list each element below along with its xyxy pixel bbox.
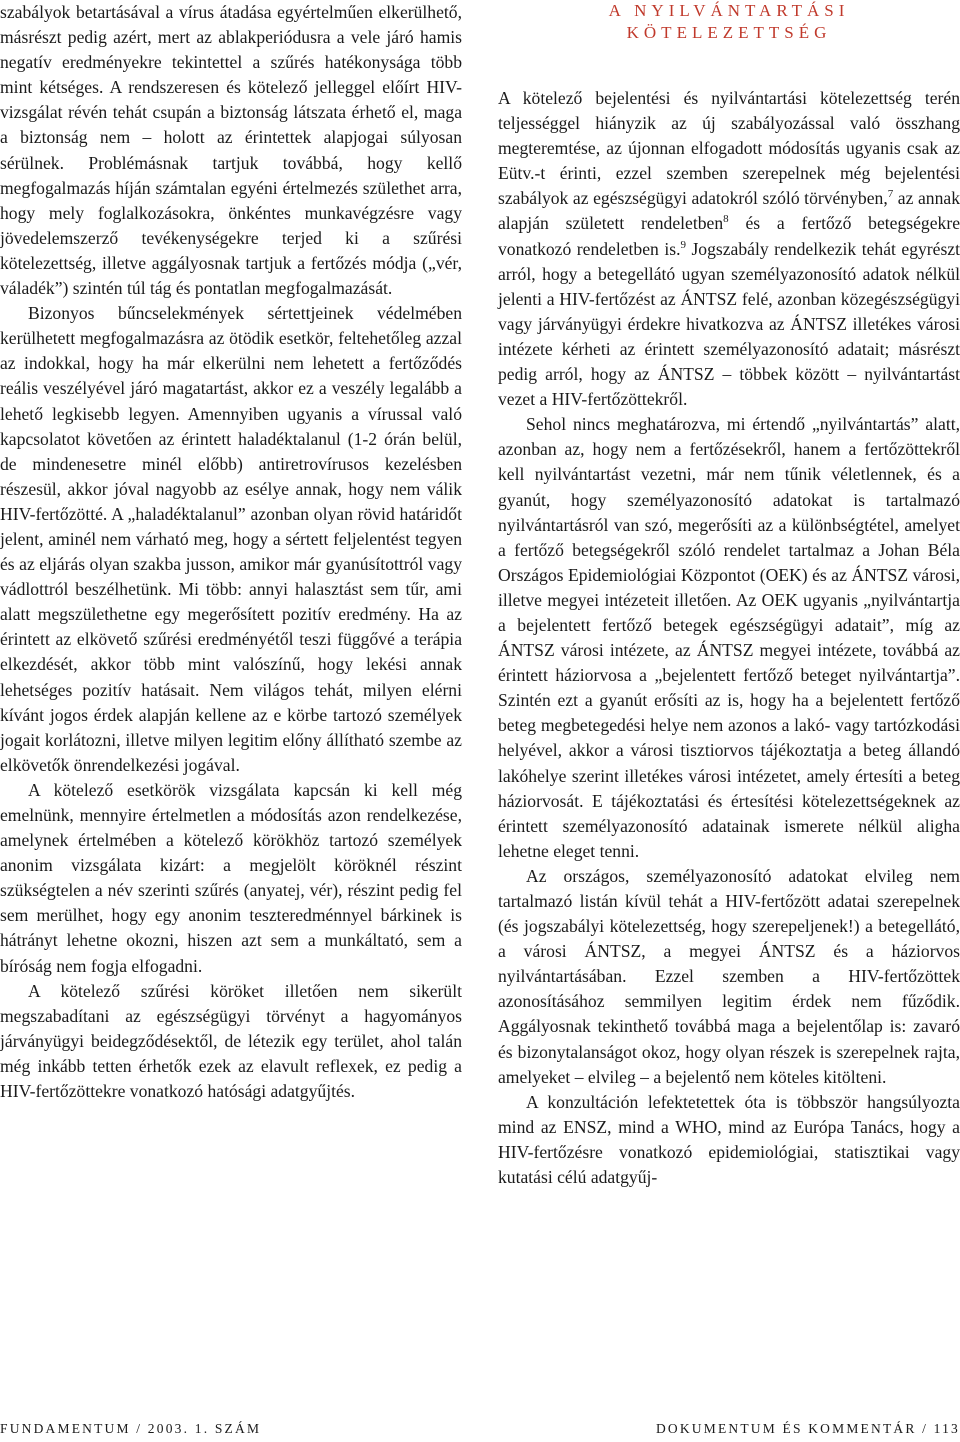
body-paragraph: Az országos, személyazonosító adatokat elvileg nem tartalmazó listán kívül tehát a HIV-fertőzött adatai szerepelnek (és jogszabályi kötelezettség, hogy szerepeljenek!) a betegellátó, a városi ÁNTSZ, a megyei ÁNTSZ és a háziorvos nyilvántartásában. Ezzel szemben a HIV-fertőzöttek azonosításához semmilyen legitim érdek nem fűződik. Aggályosnak tekinthető továbbá maga a bejelentőlap is: zavaró és bizonytalanságot okoz, hogy olyan részek is szerepelnek rajta, amelyeket – elvileg – a bejelentő nem köteles kitölteni.	[498, 865, 960, 1087]
footnote-ref[interactable]: 7	[887, 188, 894, 201]
section-title-line: KÖTELEZETTSÉG	[626, 23, 832, 42]
footnote-ref[interactable]: 9	[680, 238, 686, 251]
body-paragraph: Bizonyos bűncselekmények sértettjeinek védelmében kerülhetett megfogalmazásra az ötödik esetkör, feltehetőleg azzal az indokkal, hogy ha már elkerülni nem lehetett a fertőződés reális veszélyével járó magatartást, akkor ez a veszély legalább a lehető legkisebb legyen. Amennyiben ugyanis a vírussal való kapcsolatot követően az érintett haladéktalanul (1-2 órán belül, de mindenesetre minél előbb) antiretrovírusos kezelésben részesül, akkor jóval nagyobb az esélye annak, hogy nem válik HIV-fertőzötté. A „haladéktalanul” azonban olyan rövid határidőt jelent, aminél nem várható meg, hogy a sértett feljelentést tegyen és az eljárás olyan szakba jusson, amikor már gyanúsítottról vagy vádlottról beszélhetünk. Mi több: annyi halasztást sem tűr, ami alatt megszülethetne egy megerősített pozitív eredmény. Ha az érintett az elkövető szűrési eredményétől teszi függővé a terápia elkezdését, akkor több mint valószínű, hogy lekési annak lehetséges pozitív hatásait. Nem világos tehát, milyen elérni kívánt jogos érdek alapján kellene az e körbe tartozó személyek jogait korlátozni, illetve milyen legitim előny állítható szembe az elkövetők önrendelkezési jogával.	[0, 303, 462, 775]
text-run: és a fertőző betegségekre vonatkozó rendeletben is.	[498, 213, 960, 259]
footer-section-page: DOKUMENTUM ÉS KOMMENTÁR / 113	[655, 1421, 960, 1436]
body-paragraph: szabályok betartásával a vírus átadása egyértelműen elkerülhető, másrészt pedig azért, mert az ablakperiódusra a vele járó hamis negatív eredményekre tekintettel a szűrés hatékonysága több mint kétséges. A rendszeresen és kötelező jelleggel előírt HIV-vizsgálat révén tehát csupán a biztonság látszata érhető el, maga a biztonság nem – holott az érintettek alapjogai súlyosan sérülnek. Problémásnak tartjuk továbbá, hogy kellő megfogalmazás híján számtalan egyéni értelmezés születhet arra, hogy mely foglalkozásokra, önkéntes munkavégzésre vagy jövedelemszerző tevékenységekre terjed ki a szűrési kötelezettség, illetve aggályosnak tartjuk a fertőzés módja („vér, váladék”) szintén túl tág és pontatlan megfogalmazását.	[0, 2, 462, 299]
body-paragraph	[498, 86, 960, 412]
section-title	[498, 0, 960, 44]
right-column	[498, 0, 960, 1190]
text-run: az annak alapján született rendeletben	[498, 188, 960, 234]
body-paragraph: A kötelező esetkörök vizsgálata kapcsán ki kell még emelnünk, mennyire értelmetlen a módosítás azon rendelkezése, amelynek értelmében a kötelező körökhöz tartozó személyek anonim vizsgálata kizárt: a megjelölt köröknél részint szükségtelen a név szerinti szűrés (anyatej, vér), részint pedig fel sem merülhet, hogy egy anonim teszteredménnyel bárkinek is hátrányt lehetne okozni, hiszen azt sem a munkáltató, sem a bíróság nem fogja elfogadni.	[0, 779, 462, 976]
body-paragraph: Sehol nincs meghatározva, mi értendő „nyilvántartás” alatt, azonban az, hogy nem a fertőzésekről, hanem a fertőzöttekről kell nyilvántartást vezetni, már nem tűnik véletlennek, és a gyanút, hogy személyazonosító adatokat is tartalmazó nyilvántartásról van szó, megerősíti az a különbségtétel, amelyet a fertőző betegségekről szóló rendelet tartalmaz a Johan Béla Országos Epidemiológiai Központot (OEK) és az ÁNTSZ városi, illetve megyei intézeteit illetően. Az OEK ugyanis „nyilvántartja a bejelentett fertőző betegek egészségügyi adatait”, míg az ÁNTSZ városi intézete, az ÁNTSZ megyei intézete, továbbá az érintett háziorvosa a „bejelentett fertőző beteget nyilvántartja”. Szintén ezt a gyanút erősíti az is, hogy ha a bejelentett fertőző beteg megbetegedési helye nem azonos a lakó- vagy tartózkodási helyével, akkor a városi tisztiorvos tájékoztatja a beteg állandó lakóhelye szerint illetékes városi intézetet, amely értesíti a beteg háziorvosát. E tájékoztatási és értesítési kötelezettségeknek az érintett személyazonosító adatainak ismerete nélkül aligha lehetne eleget tenni.	[498, 414, 960, 861]
footer-journal: FUNDAMENTUM / 2003. 1. SZÁM	[0, 1421, 262, 1436]
text-run: Jogszabály rendelkezik tehát egyrészt arról, hogy a betegellátó ugyan személyazonosító adatok nélkül jelenti a HIV-fertőzést az ÁNTSZ felé, azonban közegészségügyi vagy járványügyi érdekre hivatkozva az ÁNTSZ illetékes városi intézete kérheti az érintett személyazonosító adatait; másrészt pedig arról, hogy az ÁNTSZ – többek között – nyilvántartást vezet a HIV-fertőzöttekről.	[498, 238, 960, 410]
section-title-line: A NYILVÁNTARTÁSI	[608, 1, 850, 20]
body-paragraph: A konzultáción lefektetettek óta is többször hangsúlyozta mind az ENSZ, mind a WHO, mind az Európa Tanács, hogy a HIV-fertőzésre vonatkozó epidemiológiai, statisztikai vagy kutatási célú adatgyűj-	[498, 1091, 960, 1188]
footnote-ref[interactable]: 8	[723, 213, 729, 226]
left-column	[0, 0, 462, 1104]
body-paragraph: A kötelező szűrési köröket illetően nem sikerült megszabadítani az egészségügyi törvényt a hagyományos járványügyi beidegződésektől, de létezik egy terület, ahol talán még inkább tetten érhetők ezek az elavult reflexek, ez pedig a HIV-fertőzöttekre vonatkozó hatósági adatgyűjtés.	[0, 980, 462, 1102]
text-run: A kötelező bejelentési és nyilvántartási kötelezettség terén teljességgel hiányzik az új szabályozással való összhang megteremtése, az újonnan elfogadott módosítás ugyanis csak az Eütv.-t érinti, ezzel szemben szerepelnek még bejelentési szabályok az egészségügyi adatokról szóló törvényben,	[498, 88, 960, 209]
